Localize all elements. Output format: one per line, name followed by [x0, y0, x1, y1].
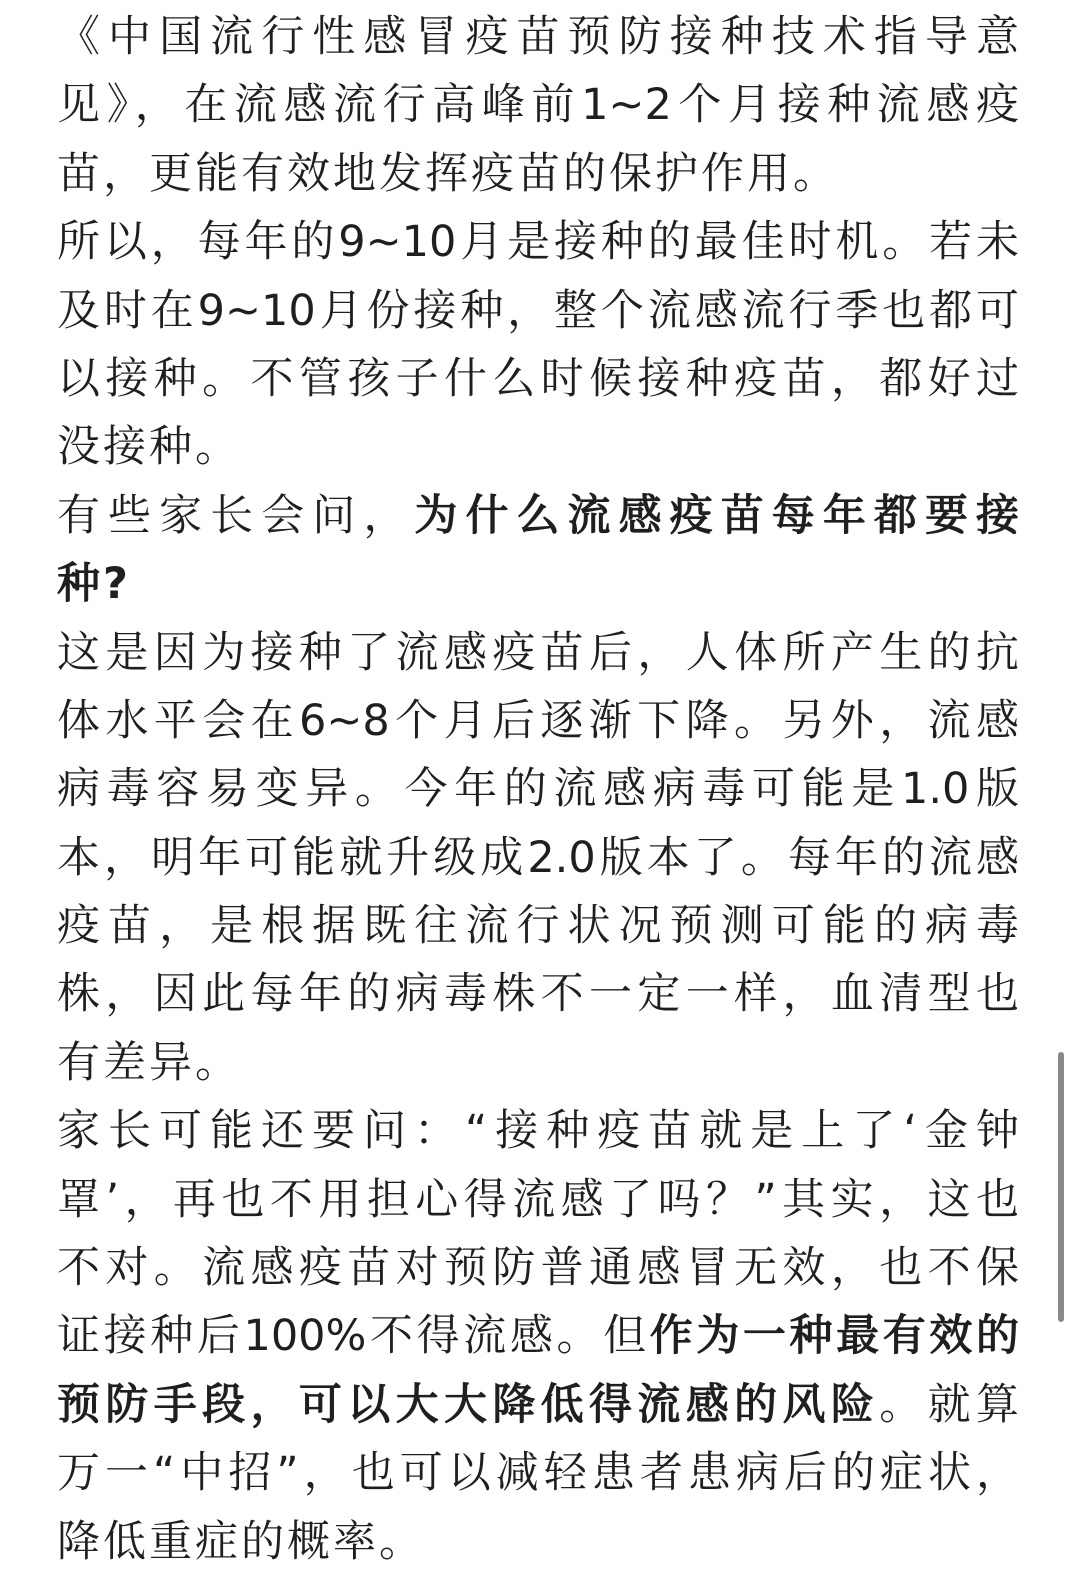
text-segment: 株，因此每年的病毒株不一定一样，血清型也: [57, 969, 1019, 1020]
text-line: [57, 140, 1019, 208]
text-segment: 这是因为接种了流感疫苗后，人体所产生的抗: [57, 627, 1019, 678]
text-line: [57, 345, 1019, 413]
text-line: [57, 755, 1019, 823]
scrollbar-thumb[interactable]: [1058, 1052, 1064, 1322]
text-segment: 见》，在流感流行高峰前1~2个月接种流感疫: [57, 80, 1019, 131]
text-segment: 。就算: [879, 1379, 1019, 1430]
text-line: [57, 482, 1019, 550]
text-line: [57, 619, 1019, 687]
text-line: [57, 277, 1019, 345]
text-segment: 及时在9~10月份接种，整个流感流行季也都可: [57, 285, 1019, 336]
text-segment: 没接种。: [57, 422, 241, 473]
text-segment: 本，明年可能就升级成2.0版本了。每年的流感: [57, 832, 1019, 883]
text-line: [57, 1371, 1019, 1439]
text-segment: 疫苗，是根据既往流行状况预测可能的病毒: [57, 901, 1019, 952]
text-line: [57, 550, 1019, 618]
text-segment: 所以，每年的9~10月是接种的最佳时机。若未: [57, 217, 1019, 268]
text-line: [57, 687, 1019, 755]
bold-text-segment: 作为一种最有效的: [649, 1311, 1019, 1362]
text-line: [57, 1029, 1019, 1097]
text-line: [57, 1166, 1019, 1234]
text-segment: 证接种后100%不得流感。但: [57, 1311, 650, 1362]
text-segment: 万一“中招”，也可以减轻患者患病后的症状，: [57, 1448, 1019, 1499]
text-segment: 病毒容易变异。今年的流感病毒可能是1.0版: [57, 764, 1019, 815]
text-segment: 罩’，再也不用担心得流感了吗？”其实，这也: [57, 1174, 1019, 1225]
text-line: [57, 413, 1019, 481]
text-segment: 降低重症的概率。: [57, 1516, 425, 1567]
text-line: [57, 3, 1019, 71]
text-segment: 有些家长会问，: [57, 490, 415, 541]
text-line: [57, 1302, 1019, 1370]
text-segment: 不对。流感疫苗对预防普通感冒无效，也不保: [57, 1243, 1019, 1294]
text-line: [57, 960, 1019, 1028]
text-line: [57, 1234, 1019, 1302]
bold-text-segment: 种?: [57, 559, 131, 610]
text-segment: 有差异。: [57, 1037, 241, 1088]
article-body: [57, 3, 1019, 1576]
text-segment: 以接种。不管孩子什么时候接种疫苗，都好过: [57, 353, 1019, 404]
text-segment: 体水平会在6~8个月后逐渐下降。另外，流感: [57, 695, 1019, 746]
bold-text-segment: 为什么流感疫苗每年都要接: [414, 490, 1019, 541]
text-line: [57, 71, 1019, 139]
bold-text-segment: 预防手段，可以大大降低得流感的风险: [57, 1379, 880, 1430]
text-segment: 苗，更能有效地发挥疫苗的保护作用。: [57, 148, 839, 199]
text-segment: 家长可能还要问：“接种疫苗就是上了‘金钟: [57, 1106, 1019, 1157]
text-line: [57, 824, 1019, 892]
text-line: [57, 1439, 1019, 1507]
text-segment: 《中国流行性感冒疫苗预防接种技术指导意: [57, 12, 1019, 62]
text-line: [57, 208, 1019, 276]
text-line: [57, 892, 1019, 960]
text-line: [57, 1097, 1019, 1165]
text-line: [57, 1508, 1019, 1576]
